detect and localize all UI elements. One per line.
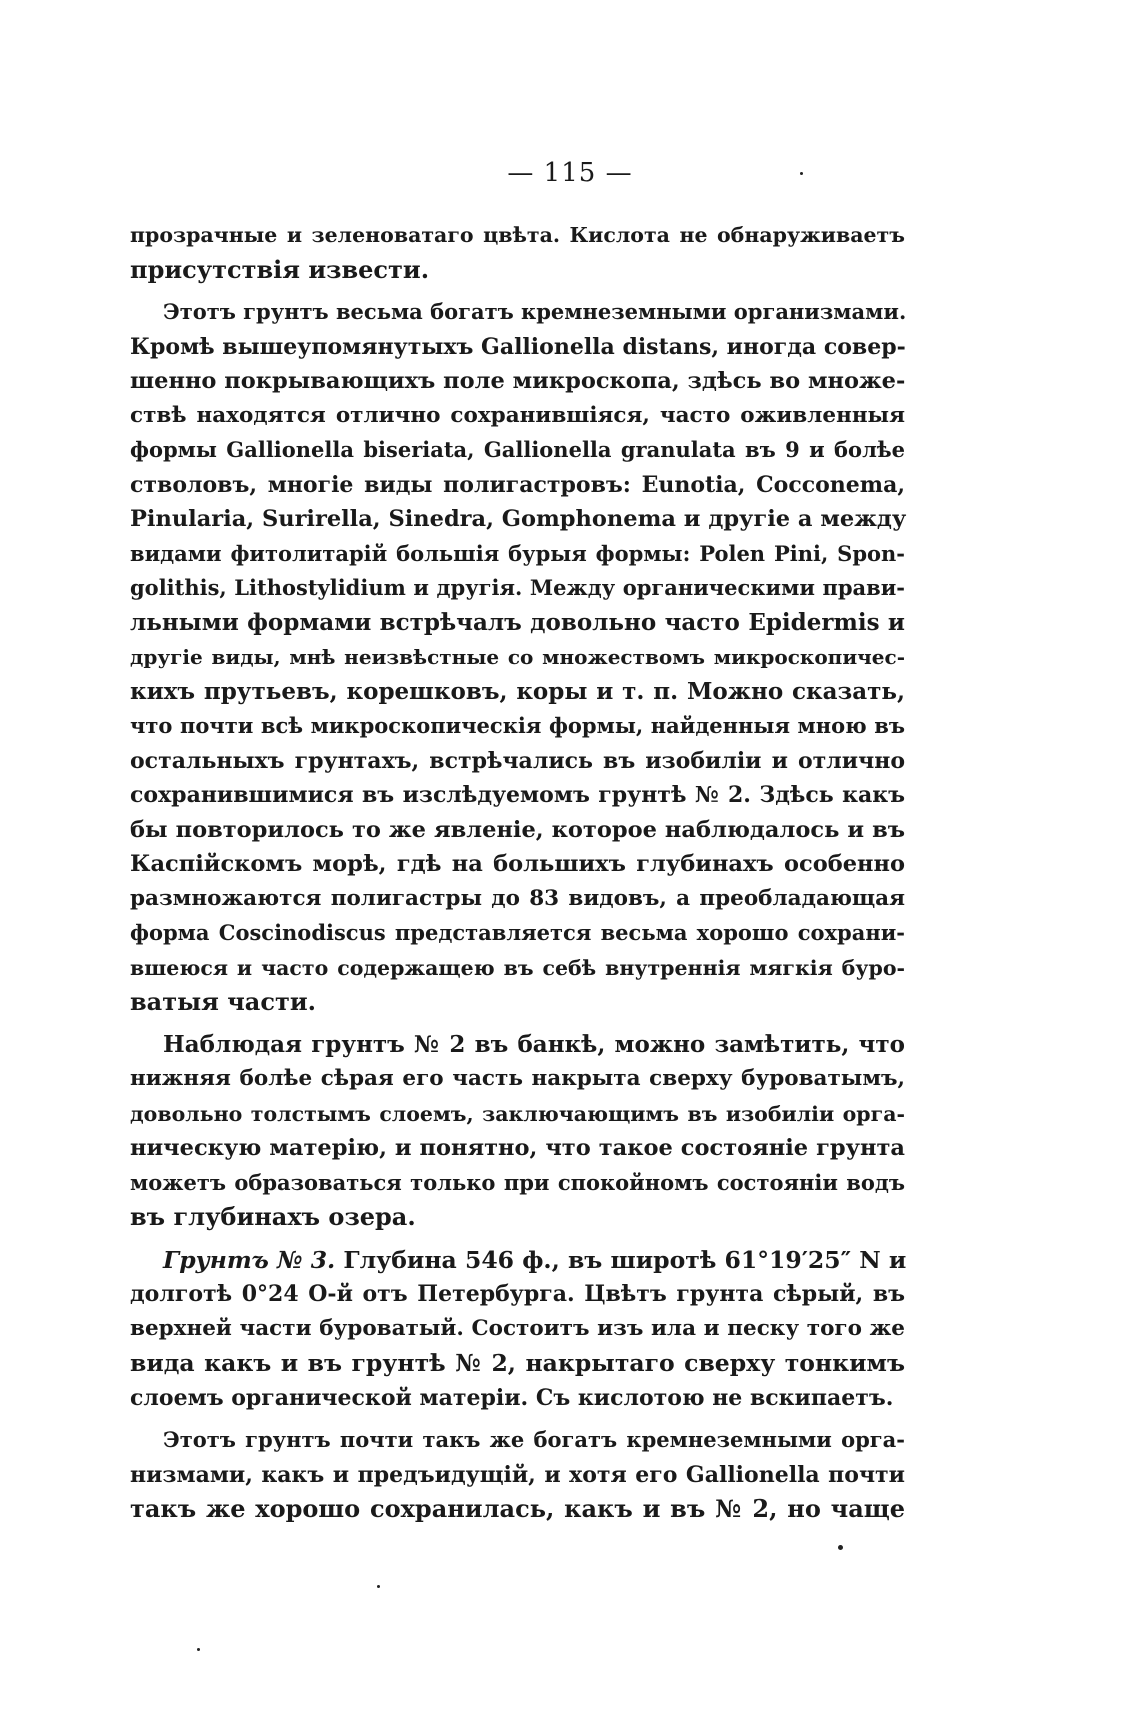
text-line: верхней части буроватый. Состоитъ изъ ила и песку того же <box>130 1315 905 1341</box>
text-line: Этотъ грунтъ весьма богатъ кремнеземными организмами. <box>163 299 907 324</box>
text-line: видами фитолитарій большія бурыя формы: Polen Pini, Spon- <box>130 540 905 566</box>
text-line: Кромѣ вышеупомянутыхъ Gallionella distans, иногда совер- <box>130 333 906 360</box>
text-line: въ глубинахъ озера. <box>130 1202 416 1231</box>
text-line: ватыя части. <box>130 987 316 1016</box>
paragraph-4 <box>130 1243 905 1416</box>
text-line: формы Gallionella biseriata, Gallionella granulata въ 9 и болѣе <box>130 437 905 462</box>
text-line: низмами, какъ и предъидущій, и хотя его Gallionella почти <box>130 1461 905 1488</box>
text-line: golithis, Lithostylidium и другія. Между органическими прави- <box>130 575 905 600</box>
text-line: шенно покрывающихъ поле микроскопа, здѣсь во множе- <box>130 368 906 394</box>
section-heading: Грунтъ № 3. <box>163 1245 336 1274</box>
text-line: такъ же хорошо сохранилась, какъ и въ № 2, но чаще <box>130 1494 905 1523</box>
text-line: ствѣ находятся отлично сохранившіяся, часто оживленныя <box>130 402 905 428</box>
text-line: присутствія извести. <box>130 254 430 284</box>
body-text <box>130 218 905 1527</box>
paragraph-5 <box>130 1423 905 1527</box>
text-line: вшеюся и часто содержащею въ себѣ внутреннія мягкія буро- <box>130 955 905 980</box>
text-line: нижняя болѣе сѣрая его часть накрыта сверху буроватымъ, <box>130 1066 905 1091</box>
text-line: другіе виды, мнѣ неизвѣстные со множествомъ микроскопичес- <box>130 645 905 669</box>
text-line: долготѣ 0°24 О-й отъ Петербурга. Цвѣтъ грунта сѣрый, въ <box>130 1281 905 1307</box>
text-line: Наблюдая грунтъ № 2 въ банкѣ, можно замѣтить, что <box>163 1030 905 1058</box>
text-line-rest: Глубина 546 ф., въ широтѣ 61°19′25″ N и <box>335 1245 907 1274</box>
text-line: довольно толстымъ слоемъ, заключающимъ въ изобиліи орга- <box>130 1101 905 1126</box>
page-number: — 115 — <box>507 158 633 188</box>
text-line: прозрачные и зеленоватаго цвѣта. Кислота не обнаруживаетъ <box>130 223 905 247</box>
text-line: размножаются полигастры до 83 видовъ, а преобладающая <box>130 885 905 911</box>
text-line: вида какъ и въ грунтѣ № 2, накрытаго сверху тонкимъ <box>130 1349 905 1377</box>
text-line: кихъ прутьевъ, корешковъ, коры и т. п. Можно сказать, <box>130 677 905 705</box>
text-line: ническую матерію, и понятно, что такое состояніе грунта <box>130 1135 905 1161</box>
print-speck <box>197 1648 200 1651</box>
paragraph-1 <box>130 218 905 287</box>
text-line: что почти всѣ микроскопическія формы, найденныя мною въ <box>130 713 905 738</box>
text-line: Этотъ грунтъ почти такъ же богатъ кремнеземными орга- <box>163 1427 905 1452</box>
print-speck <box>800 172 803 175</box>
text-line: остальныхъ грунтахъ, встрѣчались въ изобиліи и отлично <box>130 747 905 774</box>
text-line: льными формами встрѣчалъ довольно часто Epidermis и <box>130 608 905 636</box>
text-line: стволовъ, многіе виды полигастровъ: Eunotia, Cocconema, <box>130 471 905 498</box>
text-line: слоемъ органической матеріи. Съ кислотою не вскипаетъ. <box>130 1384 894 1411</box>
text-line: Каспійскомъ морѣ, гдѣ на большихъ глубинахъ особенно <box>130 851 905 877</box>
text-line <box>130 1243 905 1278</box>
print-speck <box>838 1545 843 1550</box>
text-line: сохранившимися въ изслѣдуемомъ грунтѣ № 2. Здѣсь какъ <box>130 782 905 808</box>
print-speck <box>377 1585 380 1588</box>
paragraph-2 <box>130 295 905 1020</box>
paragraph-3 <box>130 1028 905 1235</box>
text-line: можетъ образоваться только при спокойномъ состояніи водъ <box>130 1169 905 1195</box>
text-line: форма Coscinodiscus представляется весьма хорошо сохрани- <box>130 920 905 945</box>
text-line: Pinularia, Surirella, Sinedra, Gomphonema и другіе а между <box>130 506 907 532</box>
text-line: бы повторилось то же явленіе, которое наблюдалось и въ <box>130 816 905 843</box>
